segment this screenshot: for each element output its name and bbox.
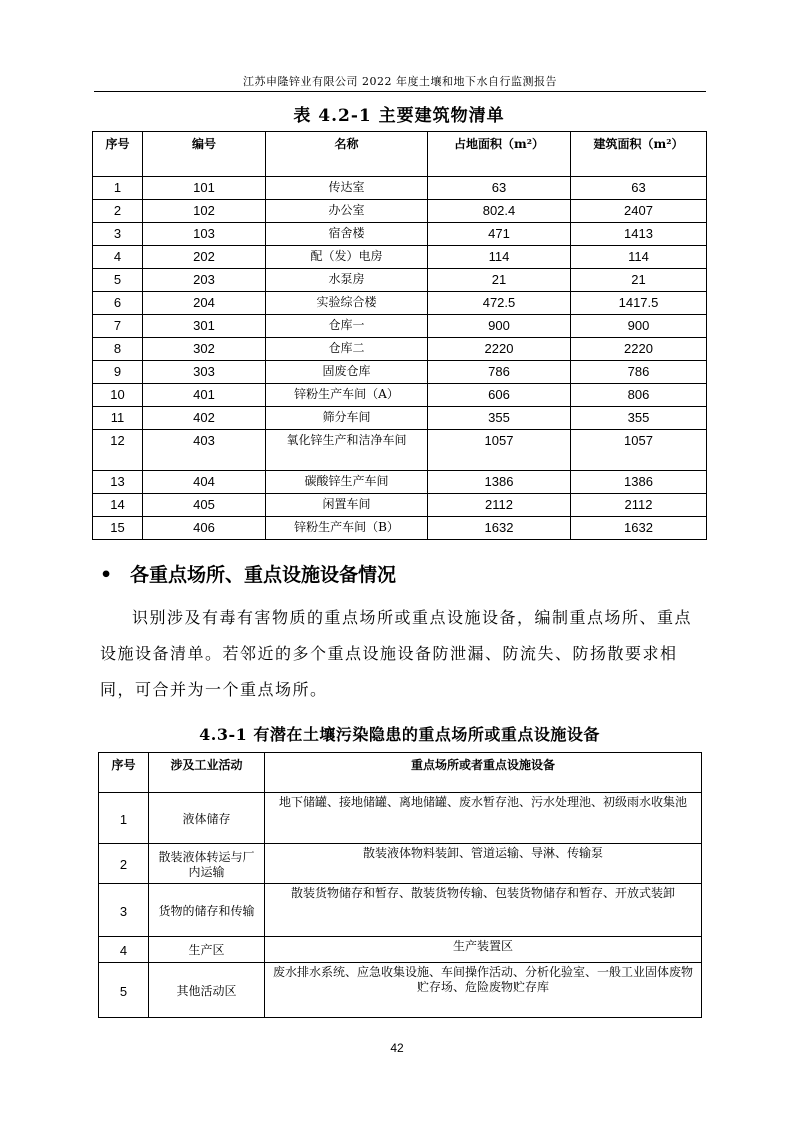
cell-land-area: 63 [428, 177, 571, 200]
cell-index: 8 [93, 338, 143, 361]
cell-name: 实验综合楼 [266, 292, 428, 315]
table-row [93, 494, 707, 517]
section-heading [100, 560, 396, 587]
cell-index: 10 [93, 384, 143, 407]
cell-name: 碳酸锌生产车间 [266, 471, 428, 494]
cell-index: 11 [93, 407, 143, 430]
cell-index: 13 [93, 471, 143, 494]
table-row [93, 361, 707, 384]
table-header-row [93, 132, 707, 177]
cell-floor-area: 1413 [571, 223, 707, 246]
cell-code: 301 [143, 315, 266, 338]
table-header-row [99, 753, 702, 793]
cell-code: 303 [143, 361, 266, 384]
cell-code: 403 [143, 430, 266, 471]
cell-floor-area: 2220 [571, 338, 707, 361]
cell-floor-area: 806 [571, 384, 707, 407]
col-header-index: 序号 [99, 753, 149, 793]
cell-land-area: 900 [428, 315, 571, 338]
table-row [93, 223, 707, 246]
col-header-activity: 涉及工业活动 [149, 753, 265, 793]
key-facilities-table [98, 752, 702, 1018]
table-row [99, 884, 702, 937]
cell-activity: 其他活动区 [149, 963, 265, 1018]
table-row [93, 200, 707, 223]
cell-index: 15 [93, 517, 143, 540]
table-row [93, 338, 707, 361]
cell-index: 14 [93, 494, 143, 517]
cell-code: 101 [143, 177, 266, 200]
col-header-floor-area: 建筑面积（m²） [571, 132, 707, 177]
cell-activity: 货物的储存和传输 [149, 884, 265, 937]
cell-facilities: 散装货物储存和暂存、散装货物传输、包装货物储存和暂存、开放式装卸 [265, 884, 702, 937]
cell-floor-area: 900 [571, 315, 707, 338]
cell-code: 204 [143, 292, 266, 315]
table-row [93, 269, 707, 292]
cell-index: 2 [93, 200, 143, 223]
table-row [93, 517, 707, 540]
cell-name: 氧化锌生产和洁净车间 [266, 430, 428, 471]
cell-index: 4 [99, 937, 149, 963]
table-row [93, 292, 707, 315]
cell-floor-area: 355 [571, 407, 707, 430]
cell-index: 5 [93, 269, 143, 292]
cell-land-area: 2220 [428, 338, 571, 361]
cell-land-area: 1386 [428, 471, 571, 494]
cell-index: 3 [93, 223, 143, 246]
section-heading-text: 各重点场所、重点设施设备情况 [130, 564, 397, 586]
cell-name: 水泵房 [266, 269, 428, 292]
cell-name: 固废仓库 [266, 361, 428, 384]
cell-code: 404 [143, 471, 266, 494]
cell-floor-area: 1632 [571, 517, 707, 540]
cell-name: 闲置车间 [266, 494, 428, 517]
cell-land-area: 21 [428, 269, 571, 292]
cell-land-area: 2112 [428, 494, 571, 517]
col-header-code: 编号 [143, 132, 266, 177]
cell-name: 宿舍楼 [266, 223, 428, 246]
table1-caption: 表 4.2-1 主要建筑物清单 [293, 106, 505, 126]
cell-land-area: 1632 [428, 517, 571, 540]
cell-code: 202 [143, 246, 266, 269]
cell-activity: 散装液体转运与厂内运输 [149, 844, 265, 884]
table-row [93, 430, 707, 471]
cell-code: 302 [143, 338, 266, 361]
cell-code: 401 [143, 384, 266, 407]
col-header-facilities: 重点场所或者重点设施设备 [265, 753, 702, 793]
table-row [93, 315, 707, 338]
bullet-icon: • [100, 564, 113, 586]
cell-name: 锌粉生产车间（B） [266, 517, 428, 540]
table-row [99, 793, 702, 844]
cell-floor-area: 1386 [571, 471, 707, 494]
table-row [93, 384, 707, 407]
table2-caption: 4.3-1 有潜在土壤污染隐患的重点场所或重点设施设备 [199, 725, 600, 744]
cell-land-area: 786 [428, 361, 571, 384]
cell-facilities: 散装液体物料装卸、管道运输、导淋、传输泵 [265, 844, 702, 884]
cell-name: 传达室 [266, 177, 428, 200]
table-row [99, 844, 702, 884]
cell-floor-area: 1057 [571, 430, 707, 471]
cell-activity: 液体储存 [149, 793, 265, 844]
cell-index: 9 [93, 361, 143, 384]
table-row [99, 937, 702, 963]
running-header: 江苏申隆锌业有限公司 2022 年度土壤和地下水自行监测报告 [243, 75, 557, 88]
cell-code: 406 [143, 517, 266, 540]
table-row [93, 177, 707, 200]
cell-facilities: 生产装置区 [265, 937, 702, 963]
cell-index: 1 [99, 793, 149, 844]
page-number: 42 [390, 1041, 404, 1055]
cell-name: 筛分车间 [266, 407, 428, 430]
cell-code: 203 [143, 269, 266, 292]
header-rule [94, 91, 706, 92]
cell-name: 锌粉生产车间（A） [266, 384, 428, 407]
col-header-land-area: 占地面积（m²） [428, 132, 571, 177]
buildings-table [92, 131, 707, 540]
cell-name: 仓库一 [266, 315, 428, 338]
cell-activity: 生产区 [149, 937, 265, 963]
cell-index: 2 [99, 844, 149, 884]
cell-land-area: 606 [428, 384, 571, 407]
cell-floor-area: 2407 [571, 200, 707, 223]
table-row [99, 963, 702, 1018]
cell-index: 6 [93, 292, 143, 315]
cell-code: 102 [143, 200, 266, 223]
cell-floor-area: 1417.5 [571, 292, 707, 315]
cell-land-area: 1057 [428, 430, 571, 471]
cell-name: 配（发）电房 [266, 246, 428, 269]
cell-index: 1 [93, 177, 143, 200]
cell-index: 5 [99, 963, 149, 1018]
cell-floor-area: 114 [571, 246, 707, 269]
cell-floor-area: 786 [571, 361, 707, 384]
cell-index: 3 [99, 884, 149, 937]
cell-floor-area: 2112 [571, 494, 707, 517]
cell-facilities: 地下储罐、接地储罐、离地储罐、废水暂存池、污水处理池、初级雨水收集池 [265, 793, 702, 844]
cell-land-area: 471 [428, 223, 571, 246]
col-header-index: 序号 [93, 132, 143, 177]
cell-index: 4 [93, 246, 143, 269]
cell-land-area: 472.5 [428, 292, 571, 315]
cell-land-area: 114 [428, 246, 571, 269]
col-header-name: 名称 [266, 132, 428, 177]
table-row [93, 471, 707, 494]
cell-facilities: 废水排水系统、应急收集设施、车间操作活动、分析化验室、一般工业固体废物贮存场、危险废物贮存库 [265, 963, 702, 1018]
cell-code: 103 [143, 223, 266, 246]
cell-floor-area: 63 [571, 177, 707, 200]
cell-name: 仓库二 [266, 338, 428, 361]
table-row [93, 407, 707, 430]
cell-code: 405 [143, 494, 266, 517]
cell-land-area: 355 [428, 407, 571, 430]
cell-name: 办公室 [266, 200, 428, 223]
body-paragraph: 识别涉及有毒有害物质的重点场所或重点设施设备，编制重点场所、重点设施设备清单。若邻近的多个重点设施设备防泄漏、防流失、防扬散要求相同，可合并为一个重点场所。 [100, 608, 693, 699]
cell-floor-area: 21 [571, 269, 707, 292]
cell-index: 12 [93, 430, 143, 471]
table-row [93, 246, 707, 269]
cell-land-area: 802.4 [428, 200, 571, 223]
cell-index: 7 [93, 315, 143, 338]
cell-code: 402 [143, 407, 266, 430]
